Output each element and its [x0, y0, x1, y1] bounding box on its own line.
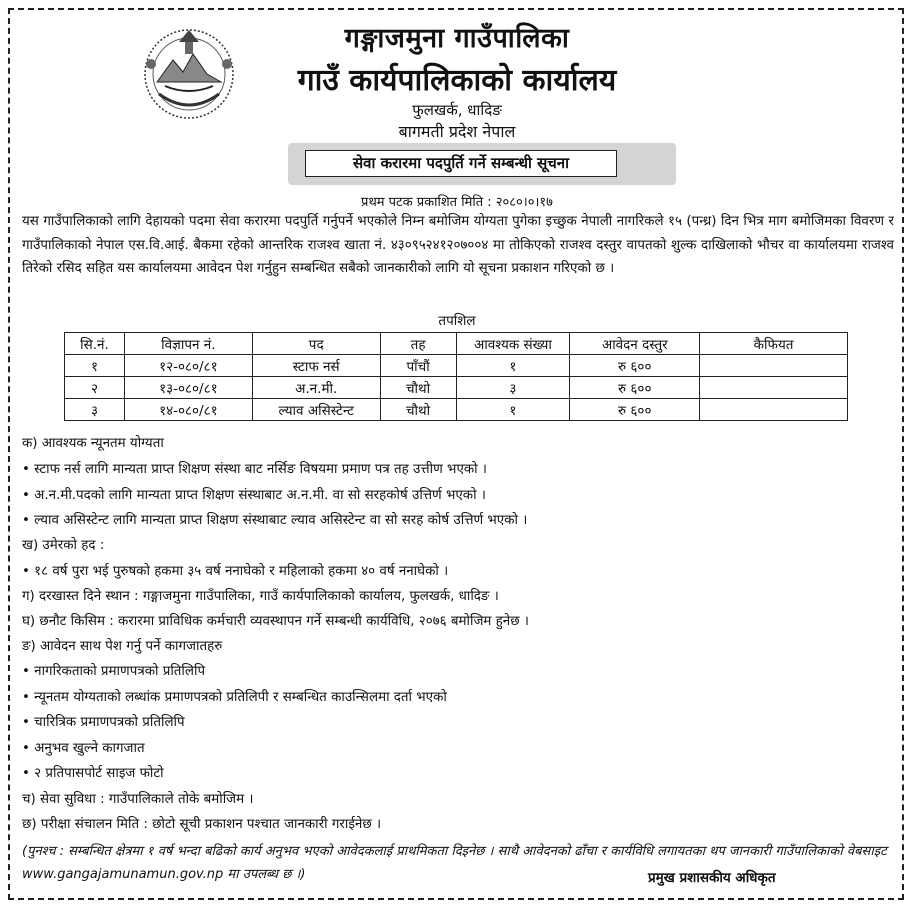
table-cell: २ [65, 377, 125, 399]
header-cell: विज्ञापन नं. [124, 333, 252, 355]
table-cell: चौथो [380, 377, 456, 399]
table-cell: १ [65, 355, 125, 377]
table-cell: १४-०८०/८१ [124, 399, 252, 421]
office-address: फुलखर्क, धादिङ [412, 101, 502, 119]
table-row [65, 355, 848, 377]
header-cell: आवेदन दस्तुर [570, 333, 700, 355]
footnote: (पुनश्च : सम्बन्धित क्षेत्रमा १ वर्ष भन्दा बढिको कार्य अनुभव भएको आवेदकलाई प्राथमिकता दिइनेछ । साथै आवेदनको ढाँचा र कार्यविधि लगायतका थप जानकारी गाउँपालिकाको वेबसाइट www.gangajamunamun.gov.np मा उपलब्ध छ ।) [22, 844, 887, 882]
intro-paragraph: यस गाउँपालिकाको लागि देहायको पदमा सेवा करारमा पदपुर्ति गर्नुपर्ने भएकोले निम्न बमोजिम योग्यता पुगेका इच्छुक नेपाली नागरिकले १५ (पन्ध्र) दिन भित्र माग बमोजिमका विवरण र गाउँपालिकाको नेपाल एस.वि.आई. बैकमा रहेको आन्तरिक राजश्व खाता नं. ४३०९५२४१२०७००४ मा तोकिएको राजश्व दस्तुर वापतको शुल्क दाखिलाको भौचर वा कार्यालयमा राजश्व तिरेको रसिद सहित यस कार्यालयमा आवेदन पेश गर्नुहुन सम्बन्धित सबैको जानकारीको लागि यो सूचना प्रकाशन गरिएको छ । [22, 214, 894, 276]
office-name: गाउँ कार्यपालिकाको कार्यालय [297, 63, 617, 98]
table-cell: रु ६०० [570, 355, 700, 377]
table-cell: पाँचौं [380, 355, 456, 377]
table-cell: ३ [456, 377, 570, 399]
table-row [65, 399, 848, 421]
table-cell: ३ [65, 399, 125, 421]
table-cell [700, 399, 848, 421]
document-item: • २ प्रतिपासपोर्ट साइज फोटो [22, 766, 164, 781]
qualification-item: • स्टाफ नर्स लागि मान्यता प्राप्त शिक्षण संस्था बाट नर्सिङ विषयमा प्रमाण पत्र तह उत्तीण भएको । [22, 462, 487, 477]
vacancy-table [64, 332, 848, 421]
table-cell: १३-०८०/८१ [124, 377, 252, 399]
publish-date: प्रथम पटक प्रकाशित मिति : २०८०।०।१७ [361, 195, 553, 210]
document-item: • नागरिकताको प्रमाणपत्रको प्रतिलिपि [22, 664, 206, 679]
service-facility: च) सेवा सुविधा : गाउँपालिकाले तोके बमोजिम । [22, 792, 254, 807]
signatory-title: प्रमुख प्रशासकीय अधिकृत [648, 870, 776, 886]
table-title: तपशिल [438, 313, 476, 329]
document-item: • अनुभव खुल्ने कागजात [22, 741, 145, 756]
notice-subject: सेवा करारमा पदपुर्ति गर्ने सम्बन्धी सूचना [305, 150, 617, 177]
document-item: • न्यूनतम योग्यताको लब्धांक प्रमाणपत्रको प्रतिलिपी र सम्बन्धित काउन्सिलमा दर्ता भएको [22, 690, 447, 705]
municipality-name: गङ्गाजमुना गाउँपालिका [344, 23, 570, 54]
table-cell [700, 377, 848, 399]
header-cell: सि.नं. [65, 333, 125, 355]
header-cell: आवश्यक संख्या [456, 333, 570, 355]
table-cell: १ [456, 355, 570, 377]
table-cell: स्टाफ नर्स [252, 355, 380, 377]
age-item: • १८ वर्ष पुरा भई पुरुषको हकमा ३५ वर्ष ननाघेको र महिलाको हकमा ४० वर्ष ननाघेको । [22, 564, 449, 579]
qualification-item: • अ.न.मी.पदको लागि मान्यता प्राप्त शिक्षण संस्थाबाट अ.न.मी. वा सो सरहकोर्ष उत्तिर्ण भएको । [22, 488, 486, 503]
selection-method: घ) छनौट किसिम : करारमा प्राविधिक कर्मचारी व्यवस्थापन गर्ने सम्बन्धी कार्यविधि, २०७६ बमोजिम हुनेछ । [22, 614, 529, 629]
table-cell: १२-०८०/८१ [124, 355, 252, 377]
table-cell: रु ६०० [570, 377, 700, 399]
table-cell: रु ६०० [570, 399, 700, 421]
table-cell: १ [456, 399, 570, 421]
table-row [65, 377, 848, 399]
application-place: ग) दरखास्त दिने स्थान : गङ्गाजमुना गाउँपालिका, गाउँ कार्यपालिकाको कार्यालय, फुलखर्क, धादिङ । [22, 589, 499, 604]
exam-date: छ) परीक्षा संचालन मिति : छोटो सूची प्रकाशन पश्चात जानकारी गराईनेछ । [22, 817, 382, 832]
header-cell: पद [252, 333, 380, 355]
table-cell: अ.न.मी. [252, 377, 380, 399]
province-name: बागमती प्रदेश नेपाल [398, 122, 516, 141]
table-header-row [65, 333, 848, 355]
qualification-item: • ल्याव असिस्टेन्ट लागि मान्यता प्राप्त शिक्षण संस्थाबाट ल्याव असिस्टेन्ट वा सो सरह कोर्ष उत्तिर्ण भएको । [22, 513, 528, 528]
header-cell: तह [380, 333, 456, 355]
age-heading: ख) उमेरको हद : [22, 538, 105, 553]
table-cell: चौथो [380, 399, 456, 421]
qualification-heading: क) आवश्यक न्यूनतम योग्यता [22, 436, 164, 451]
documents-heading: ङ) आवेदन साथ पेश गर्नु पर्ने कागजातहरु [22, 639, 223, 654]
table-cell [700, 355, 848, 377]
table-cell: ल्याव असिस्टेन्ट [252, 399, 380, 421]
document-item: • चारित्रिक प्रमाणपत्रको प्रतिलिपि [22, 715, 185, 730]
header-cell: कैफियत [700, 333, 848, 355]
